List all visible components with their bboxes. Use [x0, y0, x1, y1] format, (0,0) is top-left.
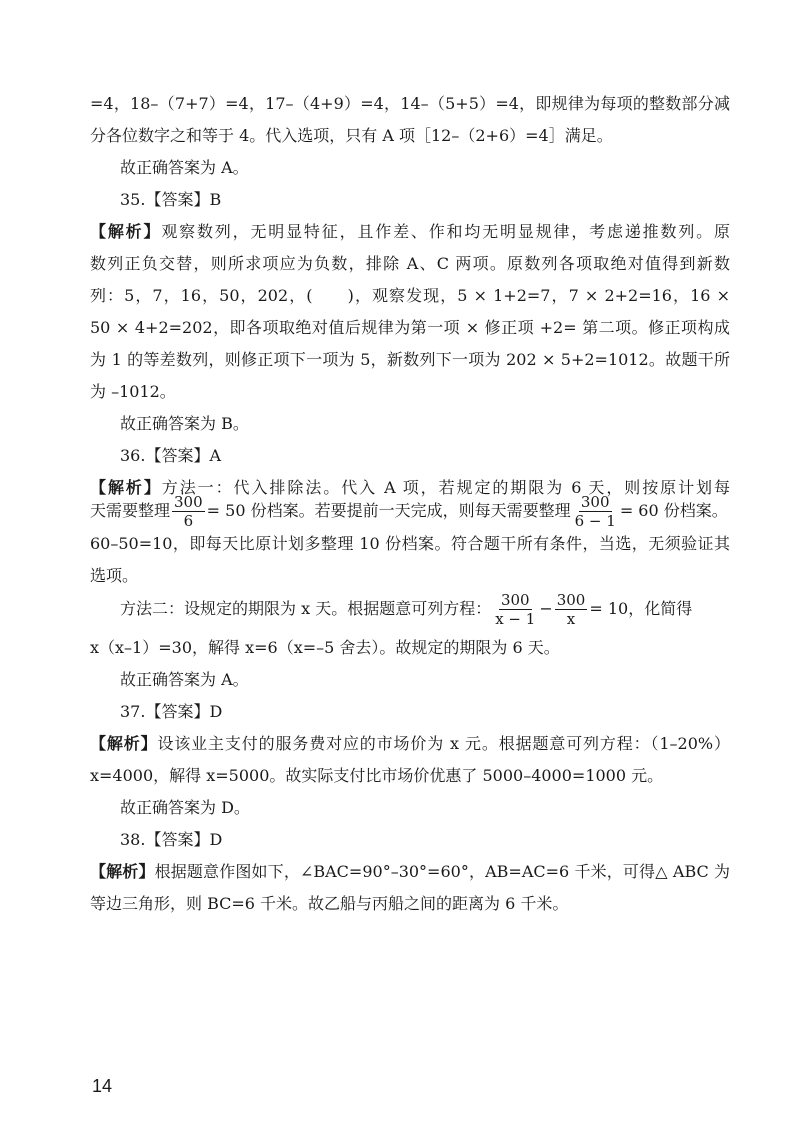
text-line: 故正确答案为 D。 — [120, 798, 250, 817]
text-span: 设该业主支付的服务费对应的市场价为 x 元。根据题意可列方程：（1–20%） — [157, 734, 730, 753]
analysis-label: 【解析】 — [90, 222, 162, 241]
text-line: 故正确答案为 A。 — [120, 670, 249, 689]
text-span: 方法一：代入排除法。代入 A 项，若规定的期限为 6 天，则按原计划每 — [161, 478, 730, 497]
analysis-label: 【解析】 — [90, 734, 158, 753]
text-span: 方法二：设规定的期限为 x 天。根据题意可列方程： — [120, 599, 492, 618]
text-span: 天需要整理 — [90, 501, 171, 520]
fraction-denominator: 6 — [183, 511, 194, 530]
text-line: 选项。 — [90, 566, 139, 585]
fraction — [555, 591, 588, 628]
text-line — [90, 220, 730, 246]
text-line — [90, 488, 728, 534]
text-line: 分各位数字之和等于 4。代入选项，只有 A 项［12–（2+6）=4］满足。 — [90, 126, 613, 145]
text-span: = 60 份档案。 — [619, 501, 728, 520]
text-line: 为 –1012。 — [90, 382, 176, 401]
text-line: 列：5，7，16，50，202，( )，观察发现，5 × 1+2=7，7 × 2+2=16，16 × — [90, 286, 730, 305]
answer-heading: 36.【答案】A — [120, 446, 222, 465]
text-line: 为 1 的等差数列，则修正项下一项为 5，新数列下一项为 202 × 5+2=1012。故题干所 — [90, 350, 730, 369]
text-line: 60–50=10，即每天比原计划多整理 10 份档案。符合题干所有条件，当选，无须验证其 — [90, 534, 730, 553]
analysis-label: 【解析】 — [90, 862, 155, 881]
analysis-label: 【解析】 — [90, 478, 162, 497]
text-line: 故正确答案为 B。 — [120, 414, 249, 433]
fraction — [493, 591, 537, 628]
text-line: x（x–1）=30，解得 x=6（x=–5 舍去）。故规定的期限为 6 天。 — [90, 638, 560, 657]
text-line: 数列正负交替，则所求项应为负数，排除 A、C 两项。原数列各项取绝对值得到新数 — [90, 254, 730, 273]
fraction — [573, 493, 618, 530]
text-span: 观察数列，无明显特征，且作差、作和均无明显规律，考虑递推数列。原 — [161, 222, 730, 241]
text-line: 等边三角形，则 BC=6 千米。故乙船与丙船之间的距离为 6 千米。 — [90, 894, 569, 913]
text-line: =4，18–（7+7）=4，17–（4+9）=4，14–（5+5）=4，即规律为每项的整数部分减 — [90, 94, 730, 113]
answer-heading: 37.【答案】D — [120, 702, 223, 721]
text-span: 根据题意作图如下，∠BAC=90°–30°=60°，AB=AC=6 千米，可得△ ABC 为 — [154, 862, 730, 881]
answer-heading: 38.【答案】D — [120, 830, 223, 849]
minus-sign: − — [539, 599, 553, 618]
fraction-numerator: 300 — [500, 590, 530, 609]
text-span: = 10，化简得 — [589, 599, 693, 618]
page-number: 14 — [92, 1076, 113, 1096]
answer-heading: 35.【答案】B — [120, 190, 222, 209]
fraction — [172, 493, 205, 530]
fraction-numerator: 300 — [556, 590, 586, 609]
text-line — [120, 586, 692, 632]
fraction-numerator: 300 — [580, 492, 610, 511]
fraction-denominator: 6 − 1 — [574, 511, 616, 530]
fraction-numerator: 300 — [174, 492, 203, 511]
fraction-denominator: x − 1 — [495, 609, 536, 628]
text-line — [90, 860, 730, 886]
text-line: 故正确答案为 A。 — [120, 158, 249, 177]
text-line: x=4000，解得 x=5000。故实际支付比市场价优惠了 5000–4000=1000 元。 — [90, 766, 664, 785]
text-line — [90, 732, 730, 758]
text-line: 50 × 4+2=202，即各项取绝对值后规律为第一项 × 修正项 +2= 第二项。修正项构成 — [90, 318, 730, 337]
text-span: = 50 份档案。若要提前一天完成，则每天需要整理 — [206, 501, 571, 520]
fraction-denominator: x — [566, 609, 576, 628]
